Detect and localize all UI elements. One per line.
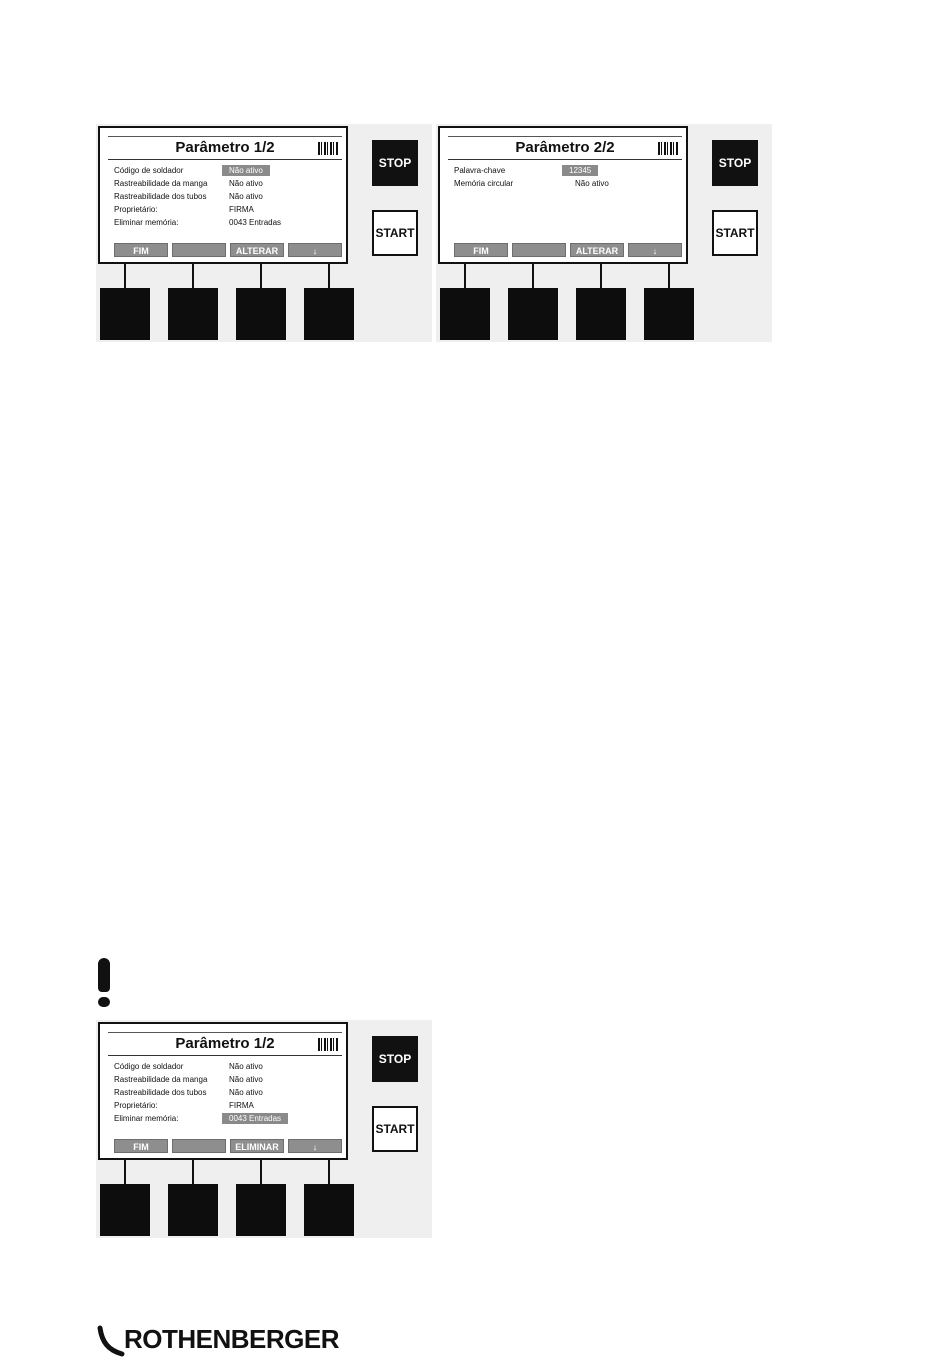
rothenberger-logo [96, 1320, 356, 1360]
function-key-2[interactable] [168, 288, 218, 340]
function-key-4[interactable] [304, 288, 354, 340]
screen-title: Parâmetro 1/2 [175, 1035, 275, 1052]
function-key-2[interactable] [168, 1184, 218, 1236]
parameter-label: Código de soldador [114, 1062, 184, 1071]
parameter-value: FIRMA [229, 1101, 254, 1110]
parameter-label: Rastreabilidade da manga [114, 179, 208, 188]
parameter-label: Rastreabilidade dos tubos [114, 1088, 207, 1097]
parameter-label: Proprietário: [114, 205, 158, 214]
device-panel-parametro-2 [436, 124, 772, 342]
parameter-value: Não ativo [229, 192, 263, 201]
device-panel-parametro-1 [96, 124, 432, 342]
parameter-label: Rastreabilidade da manga [114, 1075, 208, 1084]
softkey-alterar[interactable]: ALTERAR [230, 243, 284, 257]
start-button[interactable]: START [712, 210, 758, 256]
brand-name: ROTHENBERGER [124, 1324, 340, 1354]
lcd-screen [438, 126, 688, 264]
stop-button[interactable]: STOP [712, 140, 758, 186]
softkey-bar [114, 243, 344, 257]
screen-title: Parâmetro 2/2 [515, 139, 615, 156]
function-key-3[interactable] [576, 288, 626, 340]
barcode-icon [318, 142, 338, 155]
softkey-fim[interactable]: FIM [114, 243, 168, 257]
parameter-label: Código de soldador [114, 166, 184, 175]
softkey-blank[interactable] [512, 243, 566, 257]
stop-button[interactable]: STOP [372, 140, 418, 186]
parameter-label: Memória circular [454, 179, 514, 188]
parameter-label: Eliminar memória: [114, 218, 179, 227]
function-key-4[interactable] [644, 288, 694, 340]
exclamation-icon [95, 958, 113, 1008]
softkey-eliminar[interactable]: ELIMINAR [230, 1139, 284, 1153]
parameter-value: Não ativo [229, 1075, 263, 1084]
softkey-fim[interactable]: FIM [454, 243, 508, 257]
function-key-3[interactable] [236, 288, 286, 340]
softkey-down[interactable]: ↓ [628, 243, 682, 257]
softkey-bar [114, 1139, 344, 1153]
softkey-fim[interactable]: FIM [114, 1139, 168, 1153]
parameter-value: Não ativo [575, 179, 609, 188]
softkey-bar [454, 243, 684, 257]
parameter-value: 0043 Entradas [229, 218, 282, 227]
device-panel-parametro-1-eliminar [96, 1020, 432, 1238]
parameter-label: Palavra-chave [454, 166, 506, 175]
parameter-label: Eliminar memória: [114, 1114, 179, 1123]
function-key-3[interactable] [236, 1184, 286, 1236]
softkey-blank[interactable] [172, 1139, 226, 1153]
parameter-value: 12345 [562, 165, 598, 176]
parameter-value: Não ativo [229, 179, 263, 188]
parameter-label: Rastreabilidade dos tubos [114, 192, 207, 201]
screen-title: Parâmetro 1/2 [175, 139, 275, 156]
softkey-down[interactable]: ↓ [288, 1139, 342, 1153]
barcode-icon [658, 142, 678, 155]
softkey-down[interactable]: ↓ [288, 243, 342, 257]
screen-title-bar [108, 137, 342, 160]
screen-title-bar [448, 137, 682, 160]
lcd-screen [98, 1022, 348, 1160]
screen-title-bar [108, 1033, 342, 1056]
parameter-label: Proprietário: [114, 1101, 158, 1110]
start-button[interactable]: START [372, 1106, 418, 1152]
softkey-alterar[interactable]: ALTERAR [570, 243, 624, 257]
parameter-value: Não ativo [229, 1088, 263, 1097]
parameter-value: FIRMA [229, 205, 254, 214]
function-key-1[interactable] [440, 288, 490, 340]
barcode-icon [318, 1038, 338, 1051]
parameter-value: Não ativo [229, 1062, 263, 1071]
function-key-4[interactable] [304, 1184, 354, 1236]
softkey-blank[interactable] [172, 243, 226, 257]
stop-button[interactable]: STOP [372, 1036, 418, 1082]
lcd-screen [98, 126, 348, 264]
parameter-value: 0043 Entradas [222, 1113, 288, 1124]
start-button[interactable]: START [372, 210, 418, 256]
parameter-value: Não ativo [222, 165, 270, 176]
function-key-2[interactable] [508, 288, 558, 340]
logo-swoosh-icon [96, 1320, 126, 1360]
function-key-1[interactable] [100, 288, 150, 340]
function-key-1[interactable] [100, 1184, 150, 1236]
